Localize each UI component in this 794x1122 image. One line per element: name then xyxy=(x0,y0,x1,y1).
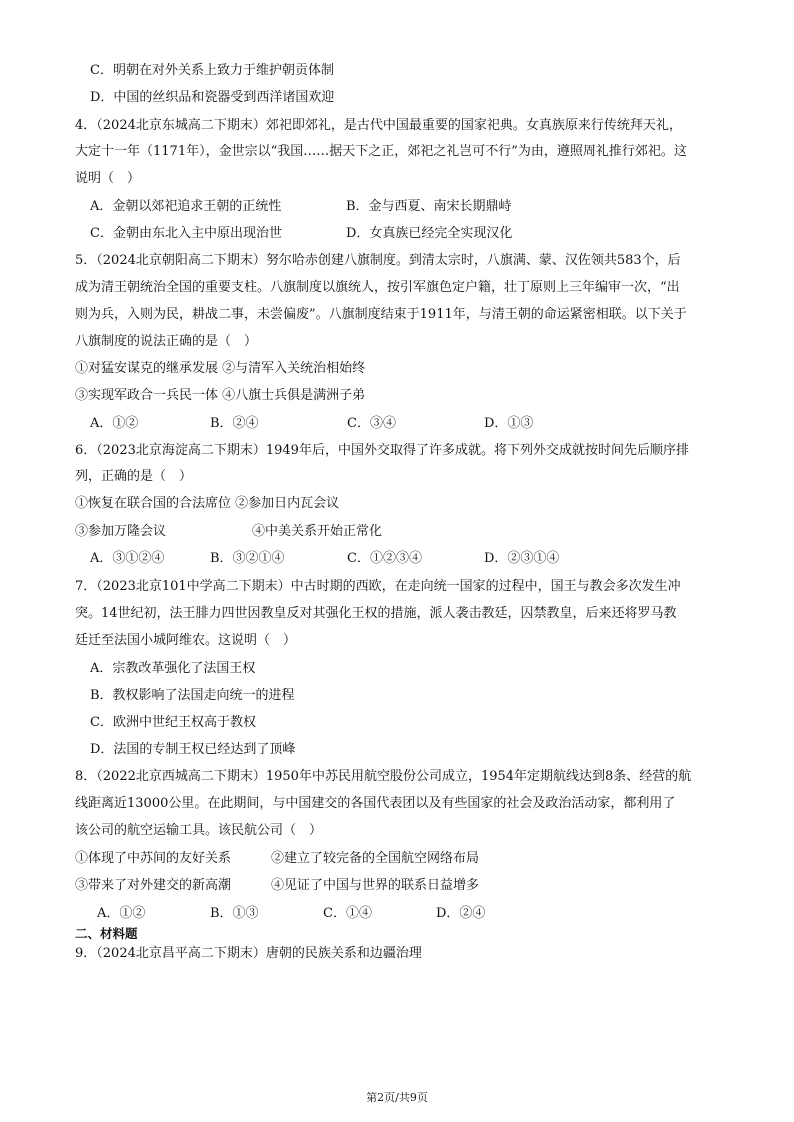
option-c: C．明朝在对外关系上致力于维护朝贡体制 xyxy=(90,63,334,78)
question-4-options-row-2 xyxy=(90,225,512,243)
option-c: C．③④ xyxy=(347,416,396,431)
question-6-line-2: 列，正确的是（ ） xyxy=(75,469,193,484)
statement-2: ②建立了较完备的全国航空网络布局 xyxy=(271,851,480,866)
option-b: B．①③ xyxy=(210,906,259,921)
question-4-line-3: 说明（ ） xyxy=(75,171,141,186)
option-b: B．③②①④ xyxy=(210,551,285,566)
question-8-options xyxy=(97,905,485,923)
option-d: D．中国的丝织品和瓷器受到西洋诸国欢迎 xyxy=(90,90,335,105)
question-8-statements-row-1 xyxy=(75,850,479,868)
option-d: D．①③ xyxy=(484,416,534,431)
question-7-line-2: 突。14世纪初，法王腓力四世因教皇反对其强化王权的措施，派人袭击教廷，囚禁教皇，后来还将罗马教 xyxy=(75,606,677,621)
option-b: B．教权影响了法国走向统一的进程 xyxy=(90,688,295,703)
option-a: A．①② xyxy=(90,416,139,431)
option-b: B．金与西夏、南宋长期鼎峙 xyxy=(346,199,512,214)
question-8-statements-row-2 xyxy=(75,877,479,895)
option-a: A．①② xyxy=(97,906,146,921)
section-title: 二、材料题 xyxy=(75,926,138,941)
question-6-statements-1: ①恢复在联合国的合法席位 ②参加日内瓦会议 xyxy=(75,496,340,511)
question-6-options xyxy=(90,550,559,568)
statement-1: ①体现了中苏间的友好关系 xyxy=(75,851,232,866)
question-5-statements-2: ③实现军政合一兵民一体 ④八旗士兵俱是满洲子弟 xyxy=(75,388,366,403)
statement-4: ④见证了中国与世界的联系日益增多 xyxy=(271,878,480,893)
option-d: D．②③①④ xyxy=(484,551,560,566)
option-d: D．②④ xyxy=(436,906,486,921)
question-4-options-row-1 xyxy=(90,198,512,216)
option-d: D．法国的专制王权已经达到了顶峰 xyxy=(90,742,296,757)
option-b: B．②④ xyxy=(210,416,259,431)
question-8-line-2: 线距离近13000公里。在此期间，与中国建交的各国代表团以及有些国家的社会及政治活动家，都利用了 xyxy=(75,796,676,811)
option-c: C．金朝由东北入主中原出现治世 xyxy=(90,226,282,241)
option-c: C．①②③④ xyxy=(347,551,422,566)
option-a: A．③①②④ xyxy=(90,551,165,566)
option-a: A．金朝以郊祀追求王朝的正统性 xyxy=(90,199,282,214)
question-5-line-1: 5．（2024北京朝阳高二下期末）努尔哈赤创建八旗制度。到清太宗时，八旗满、蒙、汉佐领共583个，后 xyxy=(75,253,681,268)
statement-3: ③带来了对外建交的新高潮 xyxy=(75,878,232,893)
statement-3: ③参加万隆会议 xyxy=(75,524,167,539)
question-8-line-3: 该公司的航空运输工具。该民航公司（ ） xyxy=(75,823,323,838)
option-a: A．宗教改革强化了法国王权 xyxy=(90,661,256,676)
question-5-line-2: 成为清王朝统治全国的重要支柱。八旗制度以旗统人，按引军旗色定户籍，壮丁原则上三年编审一次，“出 xyxy=(75,280,680,295)
option-c: C．欧洲中世纪王权高于教权 xyxy=(90,715,256,730)
question-5-line-4: 八旗制度的说法正确的是（ ） xyxy=(75,334,258,349)
question-8-line-1: 8．（2022北京西城高二下期末）1950年中苏民用航空股份公司成立，1954年定期航线达到8条、经营的航 xyxy=(75,769,692,784)
question-6-line-1: 6．（2023北京海淀高二下期末）1949年后，中国外交取得了许多成就。将下列外交成就按时间先后顺序排 xyxy=(75,443,689,458)
question-5-statements-1: ①对猛安谋克的继承发展 ②与清军入关统治相始终 xyxy=(75,361,366,376)
option-d: D．女真族已经完全实现汉化 xyxy=(346,226,513,241)
page-number: 第2页/共9页 xyxy=(366,1091,428,1104)
question-5-options xyxy=(90,415,533,433)
question-9-line-1: 9．（2024北京昌平高二下期末）唐朝的民族关系和边疆治理 xyxy=(75,946,422,961)
statement-4: ④中美关系开始正常化 xyxy=(252,524,383,539)
question-7-line-3: 廷迁至法国小城阿维农。这说明（ ） xyxy=(75,633,297,648)
question-7-line-1: 7．（2023北京101中学高二下期末）中古时期的西欧，在走向统一国家的过程中，国王与教会多次发生冲 xyxy=(75,579,681,594)
question-6-statements-2 xyxy=(75,523,382,541)
question-5-line-3: 则为兵，入则为民，耕战二事，未尝偏废”。八旗制度结束于1911年，与清王朝的命运紧密相联。以下关于 xyxy=(75,307,687,322)
question-4-line-1: 4．（2024北京东城高二下期末）郊祀即郊礼，是古代中国最重要的国家祀典。女真族原来行传统拜天礼， xyxy=(75,118,682,133)
question-4-line-2: 大定十一年（1171年），金世宗以“我国……据天下之正，郊祀之礼岂可不行”为由，遵照周礼推行郊祀。这 xyxy=(75,144,687,159)
option-c: C．①④ xyxy=(323,906,372,921)
